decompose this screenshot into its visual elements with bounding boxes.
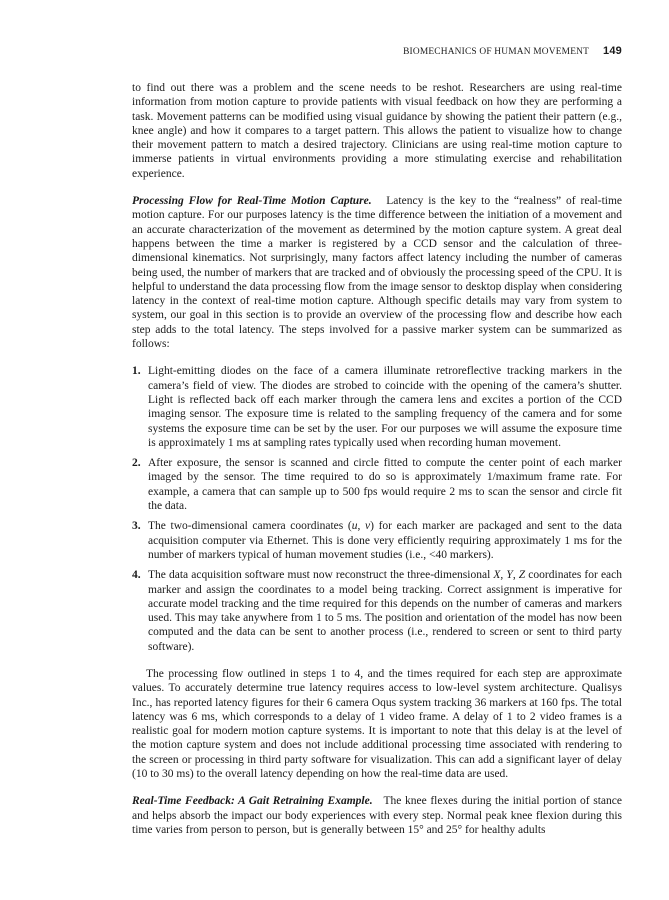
variable-v: v [365, 520, 371, 533]
variable-x: X [493, 569, 501, 582]
step-number: 3. [132, 520, 141, 533]
step-number: 2. [132, 457, 141, 470]
page-number: 149 [603, 45, 622, 57]
step-text-part: , [500, 569, 507, 582]
steps-list [132, 364, 622, 654]
list-item [132, 568, 622, 654]
paragraph-gait-retraining [132, 794, 622, 837]
page [132, 44, 622, 837]
step-text: After exposure, the sensor is scanned and circle fitted to compute the center point of each marker imaged by the sensor. The time required to do so is approximately 1/maximum frame rate. For example, a camera that can sample up to 500 fps would require 2 ms to scan the sensor and circle fit the data. [148, 457, 622, 513]
section-heading-gait-retraining: Real-Time Feedback: A Gait Retraining Example. [132, 795, 373, 808]
variable-u: u [351, 520, 358, 533]
paragraph-processing-flow [132, 194, 622, 351]
paragraph-latency-values: The processing flow outlined in steps 1 to 4, and the times required for each step are approximate values. To accurately determine true latency requires access to low-level system architecture. Qualisys Inc., has reported latency figures for their 6 camera Oqus system tracking 36 markers at 160 fps. The total latency was 6 ms, which corresponds to a delay of 1 video frame. A delay of 1 to 2 video frames is a realistic goal for modern motion capture systems. It is important to note that this delay is at the level of the motion capture system and does not include additional processing time associated with rendering to the screen or processing in third party software for visualization. This can add a significant layer of delay (10 to 30 ms) to the overall latency depending on how the real-time data are used. [132, 667, 622, 781]
step-text-part: , [512, 569, 519, 582]
step-number: 1. [132, 365, 141, 378]
step-text [148, 568, 622, 654]
list-item [132, 456, 622, 513]
gait-retraining-text: The knee flexes during the initial portion of stance and helps absorb the impact our body experiences with every step. Normal peak knee flexion during this time varies from person to person, but is generally between 15° and 25° for healthy adults [132, 795, 622, 836]
step-text [148, 519, 622, 562]
step-text-part: coordinates for each marker and assign the coordinates to a model being tracking. Correct assignment is imperative for accurate model tracking and the time required for this depends on the number of cameras and markers used. This may take anywhere from 1 to 5 ms. The position and orientation of the model has now been computed and the data can be sent to another process (i.e., rendered to screen or sent to third party software). [148, 569, 623, 653]
paragraph-intro: to find out there was a problem and the scene needs to be reshot. Researchers are using real-time information from motion capture to provide patients with visual feedback on how they are performing a task. Movement patterns can be modified using visual guidance by showing the patient their pattern (e.g., knee angle) and how it compares to a target pattern. This allows the patient to visualize how to change their movement pattern to match a desired trajectory. Clinicians are using real-time motion capture to immerse patients in virtual environments providing a more stimulating exercise and rehabilitation experience. [132, 82, 622, 180]
step-text-part: ) for each marker are packaged and sent to the data acquisition computer via Ethernet. This is done very efficiently requiring approximately 1 ms for the number of markers typical of human movement studies (i.e., <40 markers). [148, 520, 623, 561]
step-text-part: The two-dimensional camera coordinates ( [148, 520, 352, 533]
running-head [132, 44, 622, 58]
step-text-part: , [357, 520, 365, 533]
step-text: Light-emitting diodes on the face of a camera illuminate retroreflective tracking markers in the camera’s field of view. The diodes are strobed to coincide with the opening of the camera’s shutter. Light is reflected back off each marker through the camera lens and excites a portion of the CCD imaging sensor. The exposure time is related to the sampling frequency of the camera and for some systems the exposure time can be set by the user. For our purposes we will assume the exposure time is approximately 1 ms at sampling rates typically used when recording human movement. [148, 365, 622, 449]
list-item [132, 364, 622, 450]
variable-z: Z [518, 569, 526, 582]
list-item [132, 519, 622, 562]
step-text-part: The data acquisition software must now reconstruct the three-dimensional [148, 569, 494, 582]
variable-y: Y [506, 569, 513, 582]
step-number: 4. [132, 569, 141, 582]
section-heading-processing-flow: Processing Flow for Real-Time Motion Capture. [132, 195, 372, 208]
processing-flow-text: Latency is the key to the “realness” of real-time motion capture. For our purposes latency is the time difference between the initiation of a movement and an accurate characterization of the movement as determined by the motion capture system. A great deal happens between the time a marker is registered by a CCD sensor and the calculation of three-dimensional kinematics. Not surprisingly, many factors affect latency including the number of cameras being used, the number of markers that are tracked and of obviously the processing speed of the CPU. It is helpful to understand the data processing flow from the image sensor to desktop display when considering latency in the context of real-time motion capture. Although specific details may vary from system to system, our goal in this section is to provide an overview of the processing flow and describe how each step adds to the total latency. The steps involved for a passive marker system can be summarized as follows: [132, 195, 623, 351]
running-title: BIOMECHANICS OF HUMAN MOVEMENT [403, 47, 590, 57]
